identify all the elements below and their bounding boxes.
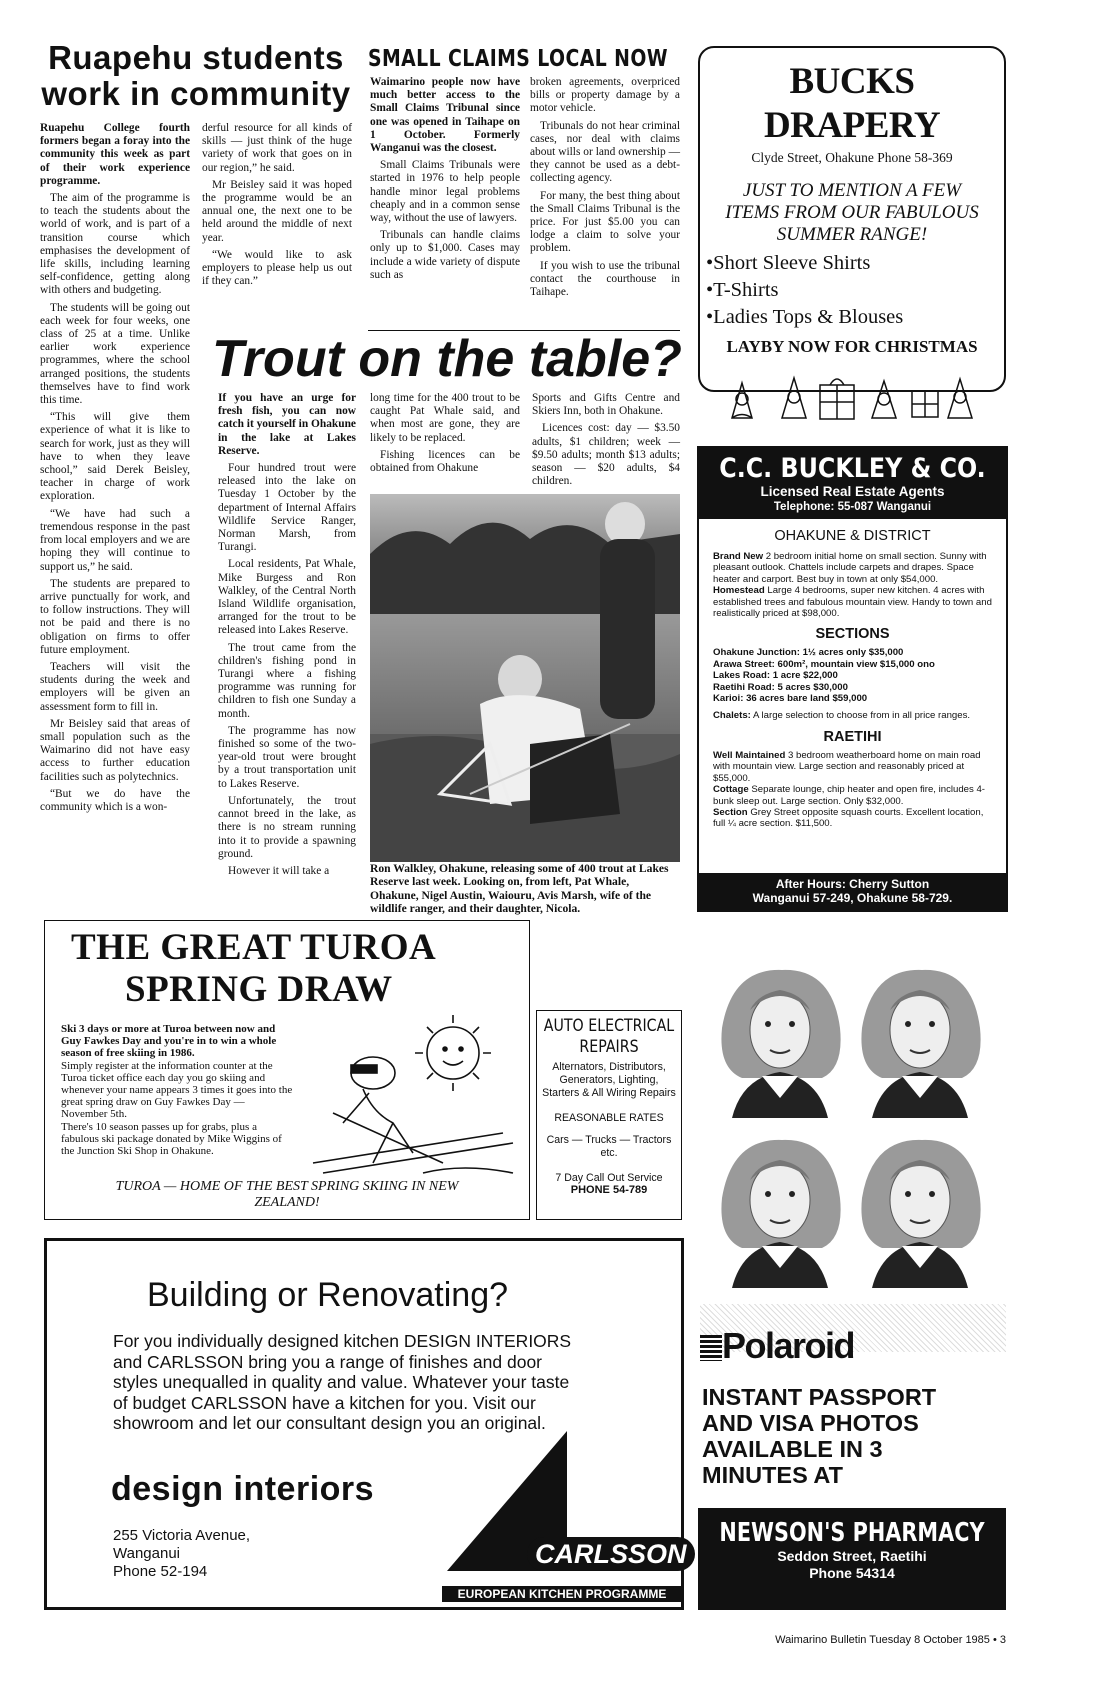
buckley-section-item: Raetihi Road: 5 acres $30,000 [713,681,848,693]
bucks-intro: JUST TO MENTION A FEW ITEMS FROM OUR FABULOUS SUMMER RANGE! [725,180,979,245]
trout-column-2: long time for the 400 trout to be caught Pat Whale said, and when most are gone, they are likely to be replaced. Fishing licences can be obtained from Ohakune [370,392,520,475]
ruapehu-headline: Ruapehu students work in community [41,39,351,112]
buckley-section-ohakune: OHAKUNE & DISTRICT [774,528,931,544]
auto-vehicles: Cars — Trucks — Tractors etc. [546,1134,672,1159]
buckley-chalets: Chalets: A large selection to choose from in all price ranges. [713,710,971,722]
turoa-body: There's 10 season passes up for grabs, plus a fabulous ski package donated by Mike Wiggins of the Junction Ski Shop in Ohakune. [61,1120,282,1158]
trout-photo-illustration [370,494,680,862]
page-footer: Waimarino Bulletin Tuesday 8 October 1985 • 3 [775,1634,1006,1646]
carlsson-banner: EUROPEAN KITCHEN PROGRAMME [442,1586,682,1602]
trout-column-1: If you have an urge for fresh fish, you can now catch it yourself in Ohakune in the lake at Lakes Reserve. Four hundred trout were released into the lake on Tuesday 1 October by the department of Internal Affairs Wildlife Service Ranger, Norman Marsh, from Turangi. Local residents, Pat Whale, Mike Burgess and Ron Walkley, of the Central North Island Wildlife organisation, arranged for the trout to be released into Lakes Reserve. The trout came from the children's fishing pond in Turangi where a fishing programme was running for children to fish one Sunday a month. The programme has now finished so some of the two-year-old trout were brought by a trout transportation unit to Lakes Reserve. Unfortunately, the trout cannot breed in the lake, as there is no stream running into it to provide a spawning ground. However it will take a [218,392,356,877]
trout-photo [370,494,680,862]
buckley-header [699,448,1006,519]
trout-headline: Trout on the table? [212,330,682,388]
claims-column-1: Waimarino people now have much better access to the Small Claims Tribunal since one was opened in Taihape on 1 October. Formerly Wanganui was the closest. Small Claims Tribunals were started in 1976 to help people handle minor legal problems cheaply and in a common sense way, without the use of lawyers. Tribunals can handle claims only up to $1,000. Cases may include a wide variety of dispute such as [370,76,520,281]
claims-headline: SMALL CLAIMS LOCAL NOW [368,46,668,72]
passport-portraits-illustration [712,958,1002,1298]
design-interiors-ad [44,1238,687,1610]
bucks-item: •T-Shirts [706,279,779,301]
turoa-body: Simply register at the information counter at the Turoa ticket office each day you go skiing and whenever your name appears 3 times it goes into the great spring draw on Guy Fawkes Day — November 5th. [61,1059,293,1121]
buckley-subtitle: Licensed Real Estate Agents [760,484,945,499]
polaroid-stripes-icon [700,1335,722,1361]
buckley-name: C.C. BUCKLEY & CO. [719,453,986,484]
buckley-listing: Brand New 2 bedroom initial home on small section. Sunny with pleasant outlook. Chattels include carpets and drapes. Space heater and carport. Best buy in town at only $54,000. [713,551,987,585]
auto-service: 7 Day Call Out Service [555,1172,663,1184]
buckley-listing: Cottage Separate lounge, chip heater and open fire, includes 4-bunk sleep out. Large section. Only $32,000. [713,784,985,807]
trout-caption: Ron Walkley, Ohakune, releasing some of 400 trout at Lakes Reserve last week. Looking on, from left, Pat Whale, Ohakune, Nigel Austin, Waiouru, Avis Marsh, wife of the wildlife ranger, and their daughter, Nicola. [370,862,669,916]
polaroid-logo: Polaroid [700,1326,854,1366]
passport-photos [712,958,1002,1298]
buckley-section-raetihi: RAETIHI [823,728,882,745]
ruapehu-column-1: Ruapehu College fourth formers began a foray into the community this week as part of their work experience programme. The aim of the programme is to teach the students about the world of work, and is part of a transition course which emphasises the development of life skills, including learning self-confidence, getting along with others and budgeting. The students will be going out each week for four weeks, one class of 25 at a time. Unlike earlier work experience programmes, where the school arranged positions, the students themselves have to find work this time. “This will give them experience of what it is like to search for work, just as they will have to when they leave school,” said Derek Beisley, teacher in charge of work exploration. “We have had such a tremendous response in the past from local employers and we are hoping they will continue to support us,” he said. The students are prepared to arrive punctually for work, and to follow instructions. They will not be paid and there is no obligation on firms to offer future employment. Teachers will visit the students during the week and employers will be given an assessment form to fill in. Mr Beisley said that areas of small population such as the Waimarino did not have easy access to further education facilities such as polytechnics. “But we do have the community which is a won- [40,122,190,813]
buckley-listing: Homestead Large 4 bedrooms, super new kitchen. 4 acres with established trees and fabulous mountain view. Handy to town and realistically priced at $98,000. [713,585,992,620]
auto-electrical-ad [536,1010,682,1220]
auto-phone: PHONE 54-789 [570,1184,648,1196]
buckley-section-item: Arawa Street: 600m², mountain view $15,000 ono [713,658,935,670]
buckley-section-item: Karioi: 36 acres bare land $59,000 [713,693,868,705]
pharmacy-name: NEWSON'S PHARMACY [719,1518,985,1548]
ruapehu-column-2: derful resource for all kinds of skills — just think of the huge variety of work that goes on in our region,” he said. Mr Beisley said it was hoped the programme would be an annual one, the next one to be held around the middle of next year. “We would like to ask employers to please help us out if they can.” [202,122,352,288]
buckley-phone: Telephone: 55-087 Wanganui [773,501,932,513]
design-headline: Building or Renovating? [147,1276,509,1314]
bucks-layby: LAYBY NOW FOR CHRISTMAS [726,337,978,356]
design-body: For you individually designed kitchen DESIGN INTERIORS and CARLSSON bring you a range of finishes and door styles unequalled in quality and value. Whatever your taste of budget CARLSSON have a kitchen for you. Visit our showroom and let our consultant design you an original. [113,1331,572,1433]
auto-services: Alternators, Distributors, Generators, Lighting, Starters & All Wiring Repairs [542,1061,676,1099]
buckley-listing: Well Maintained 3 bedroom weatherboard home on main road with mountain view. Large section and reasonably priced at $55,000. [713,749,981,784]
polaroid-headline: INSTANT PASSPORT AND VISA PHOTOS AVAILABLE IN 3 MINUTES AT [702,1384,937,1488]
carlsson-logo: CARLSSON [527,1537,695,1571]
bucks-item: •Short Sleeve Shirts [706,252,871,274]
buckley-ad [697,446,1008,912]
buckley-section-sections: SECTIONS [815,626,890,643]
buckley-section-item: Lakes Road: 1 acre $22,000 [713,670,838,682]
auto-rates: REASONABLE RATES [554,1112,664,1124]
turoa-footer: TUROA — HOME OF THE BEST SPRING SKIING IN NEW ZEALAND! [115,1179,459,1210]
claims-column-2: broken agreements, overpriced bills or property damage by a motor vehicle. Tribunals do not hear criminal cases, nor deal with claims about wills or land ownership — they cannot be used as a debt-collecting agency. For many, the best thing about the Small Claims Tribunal is the price. For just $5.00 you can lodge a claim to solve your problem. If you wish to use the tribunal contact the courthouse in Taihape. [530,76,680,299]
turoa-ad [44,920,530,1220]
buckley-section-item: Ohakune Junction: 1½ acres only $35,000 [713,647,904,659]
auto-title: AUTO ELECTRICAL REPAIRS [543,1016,675,1056]
trout-column-3: Sports and Gifts Centre and Skiers Inn, both in Ohakune. Licences cost: day — $3.50 adults, $1 children; week — $9.50 adults; month $13 adults; season — $20 adults, $4 children. [532,392,680,488]
christmas-elves-illustration [712,363,992,423]
skier-cartoon-illustration [303,1013,523,1183]
bucks-address: Clyde Street, Ohakune Phone 58-369 [751,150,953,165]
pharmacy-street: Seddon Street, Raetihi [777,1548,927,1564]
design-brand: design interiors [111,1470,375,1508]
bucks-title: BUCKS DRAPERY [763,61,941,146]
buckley-listing: Section Grey Street opposite squash courts. Excellent location, full ¼ acre section. $11,500. [713,806,984,830]
pharmacy-phone: Phone 54314 [809,1565,895,1581]
bucks-items [700,250,1004,331]
newsons-pharmacy [698,1508,1006,1610]
bucks-item: •Ladies Tops & Blouses [706,306,904,328]
design-address: 255 Victoria Avenue, Wanganui Phone 52-194 [113,1527,251,1580]
bucks-drapery-ad [698,46,1006,392]
turoa-lead: Ski 3 days or more at Turoa between now and Guy Fawkes Day and you're in to win a whole season of free skiing in 1986. [61,1023,277,1060]
turoa-title: THE GREAT TUROA SPRING DRAW [71,927,437,1010]
buckley-after-hours: After Hours: Cherry Sutton Wanganui 57-249, Ohakune 58-729. [699,873,1006,910]
